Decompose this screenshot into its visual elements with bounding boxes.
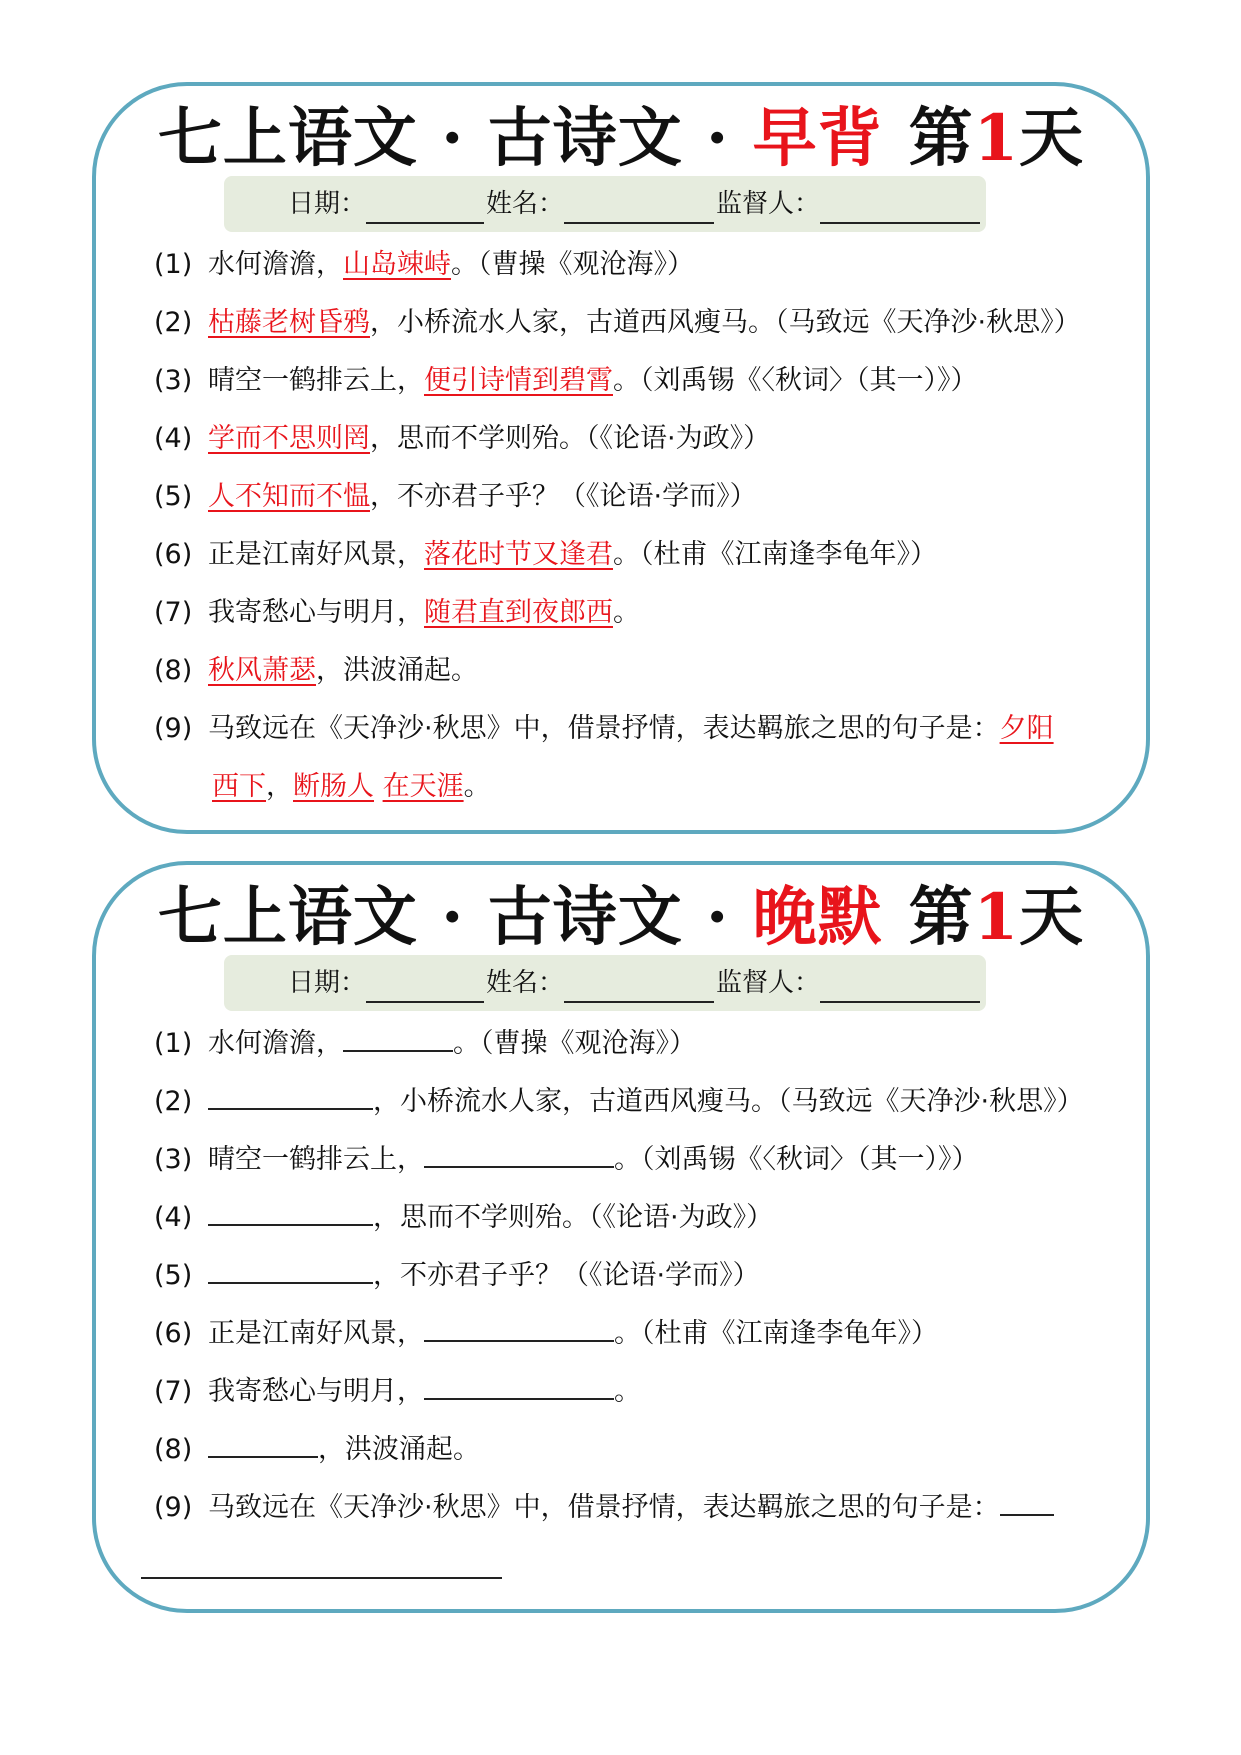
evening-item-list (154, 1015, 1126, 1537)
date-label: 日期： (288, 189, 367, 219)
list-item: (6) 正是江南好风景，落花时节又逢君。（杜甫《江南逢李龟年》） (154, 539, 937, 570)
list-item: (9) 马致远在《天净沙·秋思》中，借景抒情，表达羁旅之思的句子是：夕阳 (154, 713, 1054, 744)
date-field[interactable] (366, 186, 484, 224)
title-day-prefix: 第 (908, 101, 974, 176)
answer-blank[interactable] (208, 1194, 373, 1226)
answer-text: 枯藤老树昏鸦 (208, 307, 370, 338)
morning-item-list (154, 236, 1126, 816)
list-item: (8) ，洪波涌起。 (154, 1421, 1126, 1479)
title-day-number: 1 (973, 880, 1020, 955)
answer-text: 西下 (212, 771, 266, 802)
card-title (96, 873, 1146, 963)
answer-text: 落花时节又逢君 (424, 539, 613, 570)
answer-blank[interactable] (208, 1426, 318, 1458)
list-item-continuation: 西下，断肠人 在天涯。 (212, 771, 491, 802)
list-item: (7) 我寄愁心与明月， 。 (154, 1363, 1126, 1421)
list-item: (7) 我寄愁心与明月，随君直到夜郎西。 (154, 597, 640, 628)
answer-text: 山岛竦峙 (343, 249, 451, 280)
answer-text: 学而不思则罔 (208, 423, 370, 454)
supervisor-field[interactable] (820, 186, 980, 224)
supervisor-label: 监督人： (716, 189, 821, 219)
answer-text: 随君直到夜郎西 (424, 597, 613, 628)
answer-text: 秋风萧瑟 (208, 655, 316, 686)
card-title (96, 94, 1146, 184)
title-prefix: 七上语文 · 古诗文 · (157, 880, 753, 955)
list-item: (2) ，小桥流水人家，古道西风瘦马。（马致远《天净沙·秋思》） (154, 1073, 1126, 1131)
title-prefix: 七上语文 · 古诗文 · (157, 101, 753, 176)
answer-blank[interactable] (208, 1252, 373, 1284)
list-item: (3) 晴空一鹤排云上，便引诗情到碧霄。（刘禹锡《〈秋词〉（其一）》） (154, 365, 978, 396)
answer-blank[interactable] (424, 1136, 614, 1168)
list-item: (8) 秋风萧瑟，洪波涌起。 (154, 655, 478, 686)
list-item: (1) 水何澹澹， 。（曹操《观沧海》） (154, 1015, 1126, 1073)
list-item: (2) 枯藤老树昏鸦，小桥流水人家，古道西风瘦马。（马致远《天净沙·秋思》） (154, 307, 1081, 338)
info-bar (224, 176, 986, 232)
list-item: (4) ，思而不学则殆。（《论语·为政》） (154, 1189, 1126, 1247)
list-item: (9) 马致远在《天净沙·秋思》中，借景抒情，表达羁旅之思的句子是： (154, 1479, 1126, 1537)
answer-text: 夕阳 (999, 713, 1054, 744)
answer-blank-continuation[interactable] (141, 1577, 502, 1579)
name-label: 姓名： (486, 189, 565, 219)
answer-blank[interactable] (208, 1078, 373, 1110)
list-item: (5) ，不亦君子乎？（《论语·学而》） (154, 1247, 1126, 1305)
answer-blank[interactable] (424, 1310, 614, 1342)
title-accent: 晚默 (752, 880, 883, 955)
title-day-number: 1 (973, 101, 1020, 176)
answer-text: 人不知而不愠 (208, 481, 370, 512)
evening-dictation-card (92, 861, 1150, 1613)
answer-text: 断肠人 (293, 771, 374, 802)
list-item: (1) 水何澹澹，山岛竦峙。（曹操《观沧海》） (154, 249, 694, 280)
date-label: 日期： (288, 968, 367, 998)
title-day-suffix: 天 (1019, 880, 1085, 955)
answer-blank[interactable] (424, 1368, 614, 1400)
answer-blank[interactable] (1000, 1484, 1054, 1516)
answer-text: 在天涯 (382, 771, 464, 802)
info-bar (224, 955, 986, 1011)
list-item: (4) 学而不思则罔，思而不学则殆。（《论语·为政》） (154, 423, 771, 454)
morning-recitation-card (92, 82, 1150, 834)
list-item: (3) 晴空一鹤排云上， 。（刘禹锡《〈秋词〉（其一）》） (154, 1131, 1126, 1189)
name-field[interactable] (564, 965, 714, 1003)
supervisor-field[interactable] (820, 965, 980, 1003)
answer-blank[interactable] (343, 1020, 453, 1052)
list-item: (5) 人不知而不愠，不亦君子乎？（《论语·学而》） (154, 481, 757, 512)
date-field[interactable] (366, 965, 484, 1003)
title-accent: 早背 (752, 101, 883, 176)
answer-text: 便引诗情到碧霄 (424, 365, 613, 396)
name-label: 姓名： (486, 968, 565, 998)
title-day-suffix: 天 (1019, 101, 1085, 176)
title-day-prefix: 第 (908, 880, 974, 955)
list-item: (6) 正是江南好风景， 。（杜甫《江南逢李龟年》） (154, 1305, 1126, 1363)
supervisor-label: 监督人： (716, 968, 821, 998)
name-field[interactable] (564, 186, 714, 224)
